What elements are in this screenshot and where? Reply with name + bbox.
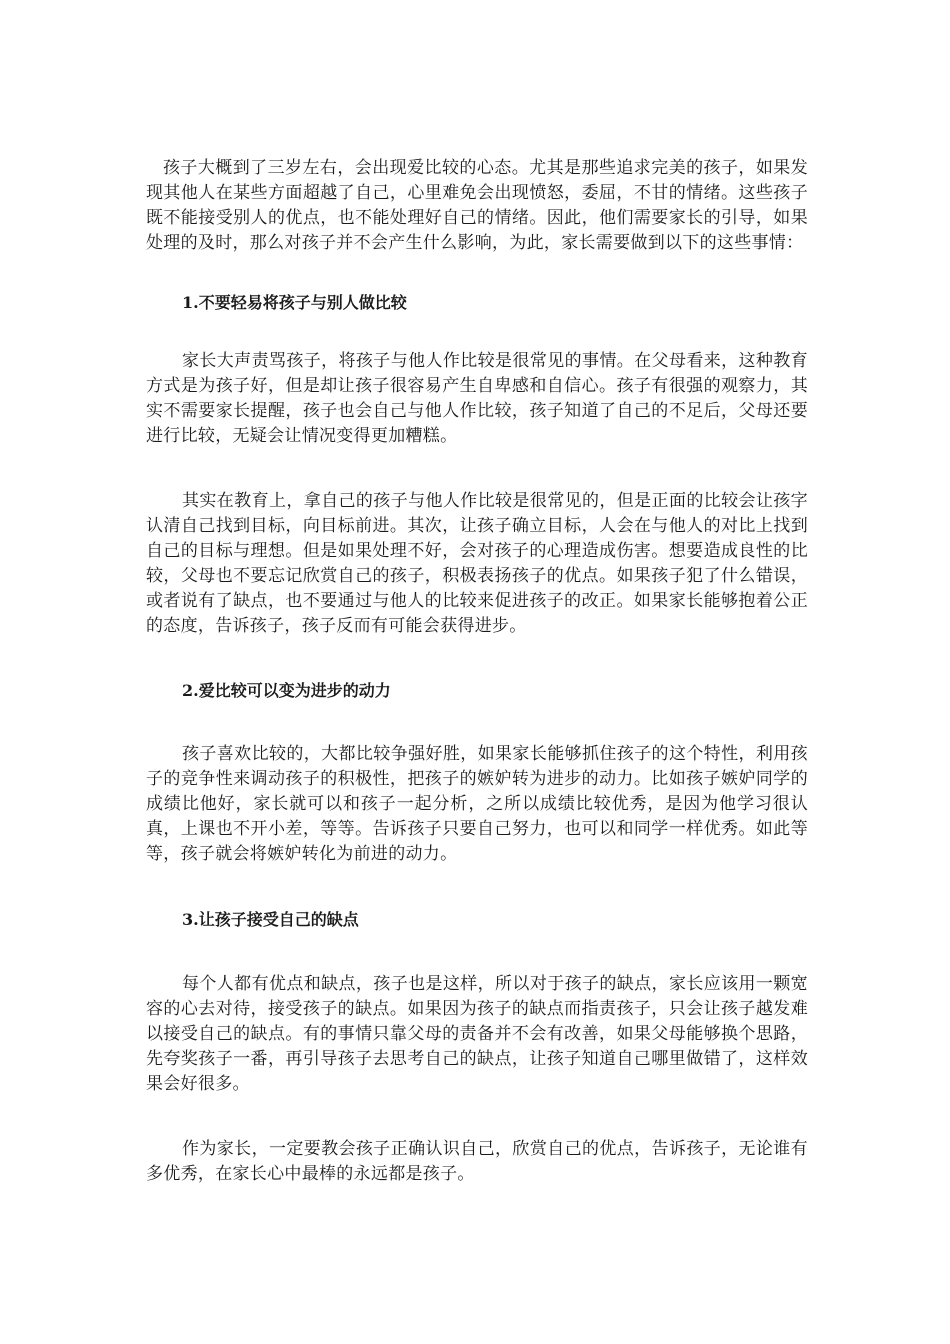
spacer <box>146 315 808 349</box>
section-heading-2: 2.爱比较可以变为进步的动力 <box>182 681 391 700</box>
section-3-paragraph-1: 每个人都有优点和缺点，孩子也是这样，所以对于孩子的缺点，家长应该用一颗宽容的心去对待，接受孩子的缺点。如果因为孩子的缺点而指责孩子，只会让孩子越发难以接受自己的缺点。有的事情只靠父母的责备并不会有改善，如果父母能够换个思路，先夸奖孩子一番，再引导孩子去思考自己的缺点，让孩子知道自己哪里做错了，这样效果会好很多。 <box>146 974 808 1094</box>
spacer <box>146 256 808 290</box>
spacer <box>146 867 808 907</box>
document-page <box>146 156 808 1187</box>
section-heading-1: 1.不要轻易将孩子与别人做比较 <box>182 293 407 312</box>
section-3-paragraph-2: 作为家长，一定要教会孩子正确认识自己，欣赏自己的优点，告诉孩子，无论谁有多优秀，在家长心中最棒的永远都是孩子。 <box>146 1139 808 1184</box>
section-heading-3: 3.让孩子接受自己的缺点 <box>182 910 359 929</box>
spacer <box>146 1097 808 1137</box>
spacer <box>146 932 808 972</box>
section-1-paragraph-2: 其实在教育上，拿自己的孩子与他人作比较是很常见的，但是正面的比较会让孩字认清自己找到目标，向目标前进。其次，让孩子确立目标，人会在与他人的对比上找到自己的目标与理想。但是如果处理不好，会对孩子的心理造成伤害。想要造成良性的比较，父母也不要忘记欣赏自己的孩子，积极表扬孩子的优点。如果孩子犯了什么错误，或者说有了缺点，也不要通过与他人的比较来促进孩子的改正。如果家长能够抱着公正的态度，告诉孩子，孩子反而有可能会获得进步。 <box>146 491 808 636</box>
section-2-paragraph-1: 孩子喜欢比较的，大都比较争强好胜，如果家长能够抓住孩子的这个特性，利用孩子的竞争性来调动孩子的积极性，把孩子的嫉妒转为进步的动力。比如孩子嫉妒同学的成绩比他好，家长就可以和孩子一起分析，之所以成绩比较优秀，是因为他学习很认真，上课也不开小差，等等。告诉孩子只要自己努力，也可以和同学一样优秀。如此等等，孩子就会将嫉妒转化为前进的动力。 <box>146 744 808 864</box>
spacer <box>146 639 808 678</box>
spacer <box>146 449 808 489</box>
spacer <box>146 703 808 742</box>
section-1-paragraph-1: 家长大声责骂孩子，将孩子与他人作比较是很常见的事情。在父母看来，这种教育方式是为孩子好，但是却让孩子很容易产生自卑感和自信心。孩子有很强的观察力，其实不需要家长提醒，孩子也会自己与他人作比较，孩子知道了自己的不足后，父母还要进行比较，无疑会让情况变得更加糟糕。 <box>146 351 808 446</box>
intro-paragraph: 孩子大概到了三岁左右，会出现爱比较的心态。尤其是那些追求完美的孩子，如果发现其他人在某些方面超越了自己，心里难免会出现愤怒，委屈，不甘的情绪。这些孩子既不能接受别人的优点，也不能处理好自己的情绪。因此，他们需要家长的引导，如果处理的及时，那么对孩子并不会产生什么影响，为此，家长需要做到以下的这些事情： <box>146 158 808 253</box>
